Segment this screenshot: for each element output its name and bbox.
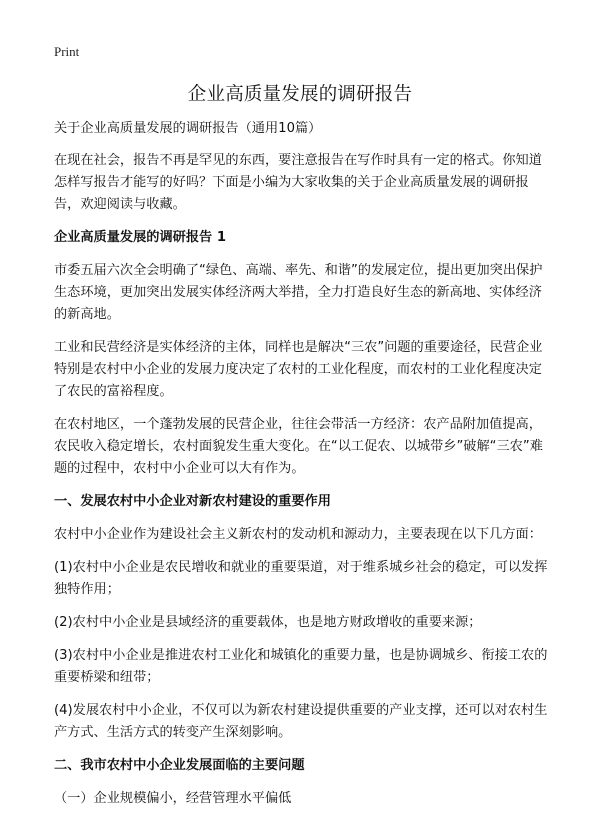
list-item: (4)发展农村中小企业，不仅可以为新农村建设提供重要的产业支撑，还可以对农村生产方式、生活方式的转变产生深刻影响。 — [54, 703, 548, 740]
section-2-heading: 二、我市农村中小企业发展面临的主要问题 — [54, 758, 305, 773]
section-2-subheading: （一）企业规模偏小，经营管理水平偏低 — [54, 791, 292, 806]
report-heading: 企业高质量发展的调研报告 1 — [54, 230, 227, 245]
page-title: 企业高质量发展的调研报告 — [187, 84, 413, 105]
document-subtitle: 关于企业高质量发展的调研报告（通用10篇） — [54, 121, 322, 136]
body-paragraph: 市委五届六次全会明确了“绿色、高端、率先、和谐”的发展定位，提出更加突出保护生态环境，更加突出发展实体经济两大举措，全力打造良好生态的新高地、实体经济的新高地。 — [54, 263, 543, 322]
list-item: (1)农村中小企业是农民增收和就业的重要渠道，对于维系城乡社会的稳定，可以发挥独特作用； — [54, 560, 548, 597]
print-link[interactable]: Print — [54, 44, 80, 59]
list-item: (2)农村中小企业是县域经济的重要载体，也是地方财政增收的重要来源； — [54, 615, 482, 630]
body-paragraph: 工业和民营经济是实体经济的主体，同样也是解决“三农”问题的重要途径，民营企业特别是农村中小企业的发展力度决定了农村的工业化程度，而农村的工业化程度决定了农民的富裕程度。 — [54, 340, 543, 399]
list-item: (3)农村中小企业是推进农村工业化和城镇化的重要力量，也是协调城乡、衔接工农的重要桥梁和纽带； — [54, 648, 548, 685]
section-1-heading: 一、发展农村中小企业对新农村建设的重要作用 — [54, 494, 331, 509]
body-paragraph: 在农村地区，一个蓬勃发展的民营企业，往往会带活一方经济：农产品附加值提高，农民收入稳定增长，农村面貌发生重大变化。在“以工促农、以城带乡”破解“三农”难题的过程中，农村中小企业可以大有作为。 — [54, 417, 543, 476]
intro-paragraph: 在现在社会，报告不再是罕见的东西，要注意报告在写作时具有一定的格式。你知道怎样写报告才能写的好吗？下面是小编为大家收集的关于企业高质量发展的调研报告，欢迎阅读与收藏。 — [54, 153, 542, 212]
section-1-intro: 农村中小企业作为建设社会主义新农村的发动机和源动力，主要表现在以下几方面： — [54, 527, 542, 542]
document-body — [54, 118, 552, 821]
